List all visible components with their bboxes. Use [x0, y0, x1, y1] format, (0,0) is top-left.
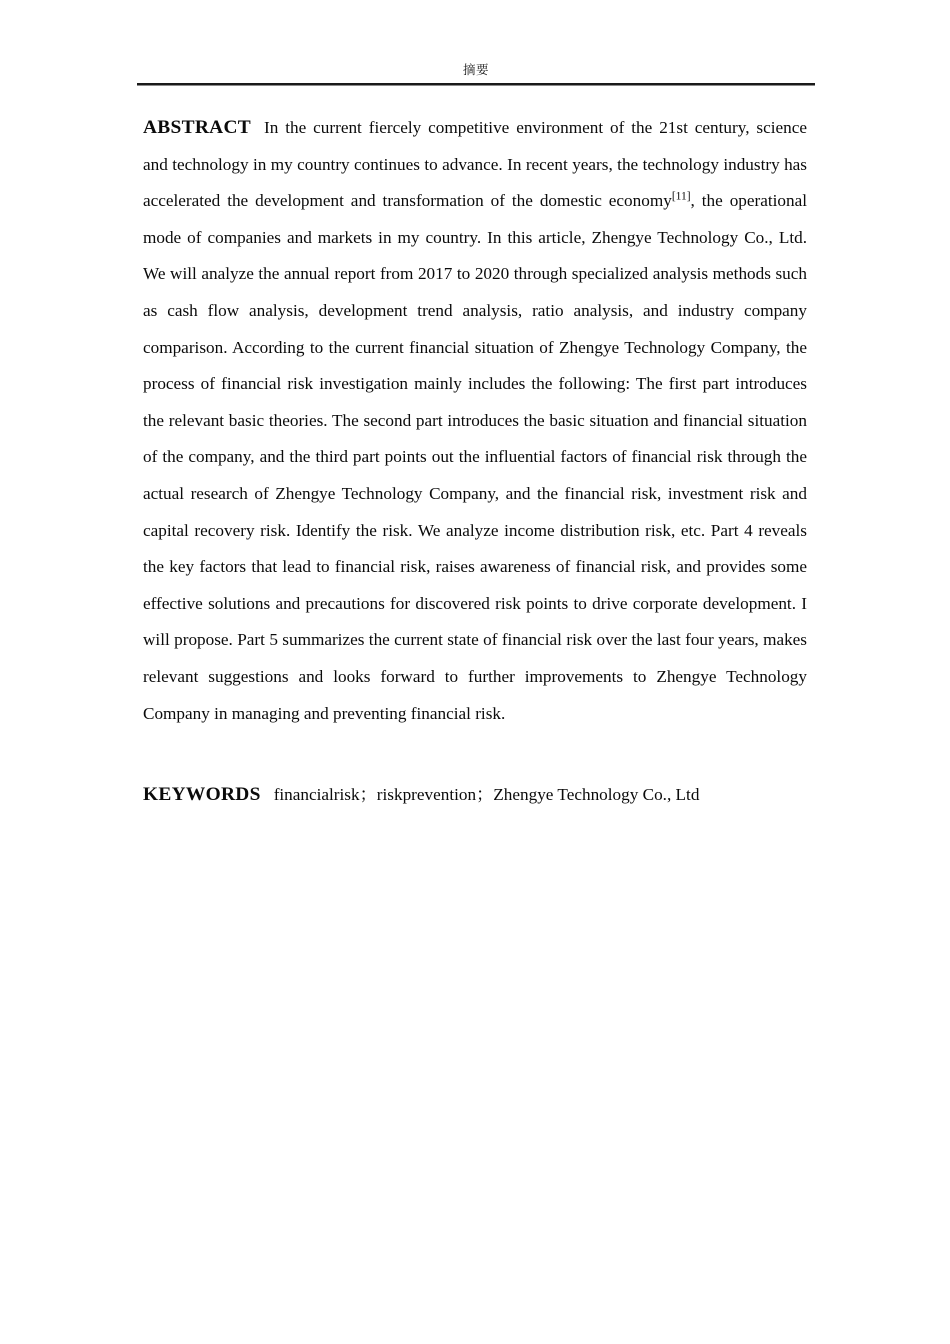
running-header	[137, 62, 815, 86]
keyword-term-2: riskprevention	[376, 785, 477, 805]
keyword-separator-1: ；	[359, 785, 377, 805]
keyword-separator-2: ；	[476, 785, 494, 805]
keyword-term-3: Zhengye Technology Co., Ltd	[493, 785, 700, 805]
abstract-body-second-segment: , the operational mode of companies and markets in my country. In this article, Zhengye Technology Co., Ltd. We will analyze the annual report from 2017 to 2020 through specialized analysis methods such as cash flow analysis, development trend analysis, ratio analysis, and industry company comparison. According to the current financial situation of Zhengye Technology Company, the process of financial risk investigation mainly includes the following: The first part introduces the relevant basic theories. The second part introduces the basic situation and financial situation of the company, and the third part points out the influential factors of financial risk through the actual research of Zhengye Technology Company, and the financial risk, investment risk and capital recovery risk. Identify the risk. We analyze income distribution risk, etc. Part 4 reveals the key factors that lead to financial risk, raises awareness of financial risk, and provides some effective solutions and precautions for discovered risk points to drive corporate development. I will propose. Part 5 summarizes the current state of financial risk over the last four years, makes relevant suggestions and looks forward to further improvements to Zhengye Technology Company in managing and preventing financial risk.	[143, 191, 807, 723]
keyword-term-1: financialrisk	[273, 785, 360, 805]
keywords-heading-label: KEYWORDS	[143, 784, 261, 806]
running-header-title: 摘要	[462, 63, 489, 77]
abstract-heading-label: ABSTRACT	[143, 117, 251, 138]
page-content	[143, 110, 807, 814]
abstract-body-first-segment: In the current fiercely competitive environment of the 21st century, science and technology in my country continues to advance. In recent years, the technology industry has accelerated the development and transformation of the domestic economy	[143, 118, 807, 211]
keywords-paragraph	[143, 732, 807, 814]
header-divider-rule	[137, 83, 815, 86]
citation-reference-11: [11]	[671, 190, 691, 203]
abstract-paragraph	[143, 110, 807, 732]
